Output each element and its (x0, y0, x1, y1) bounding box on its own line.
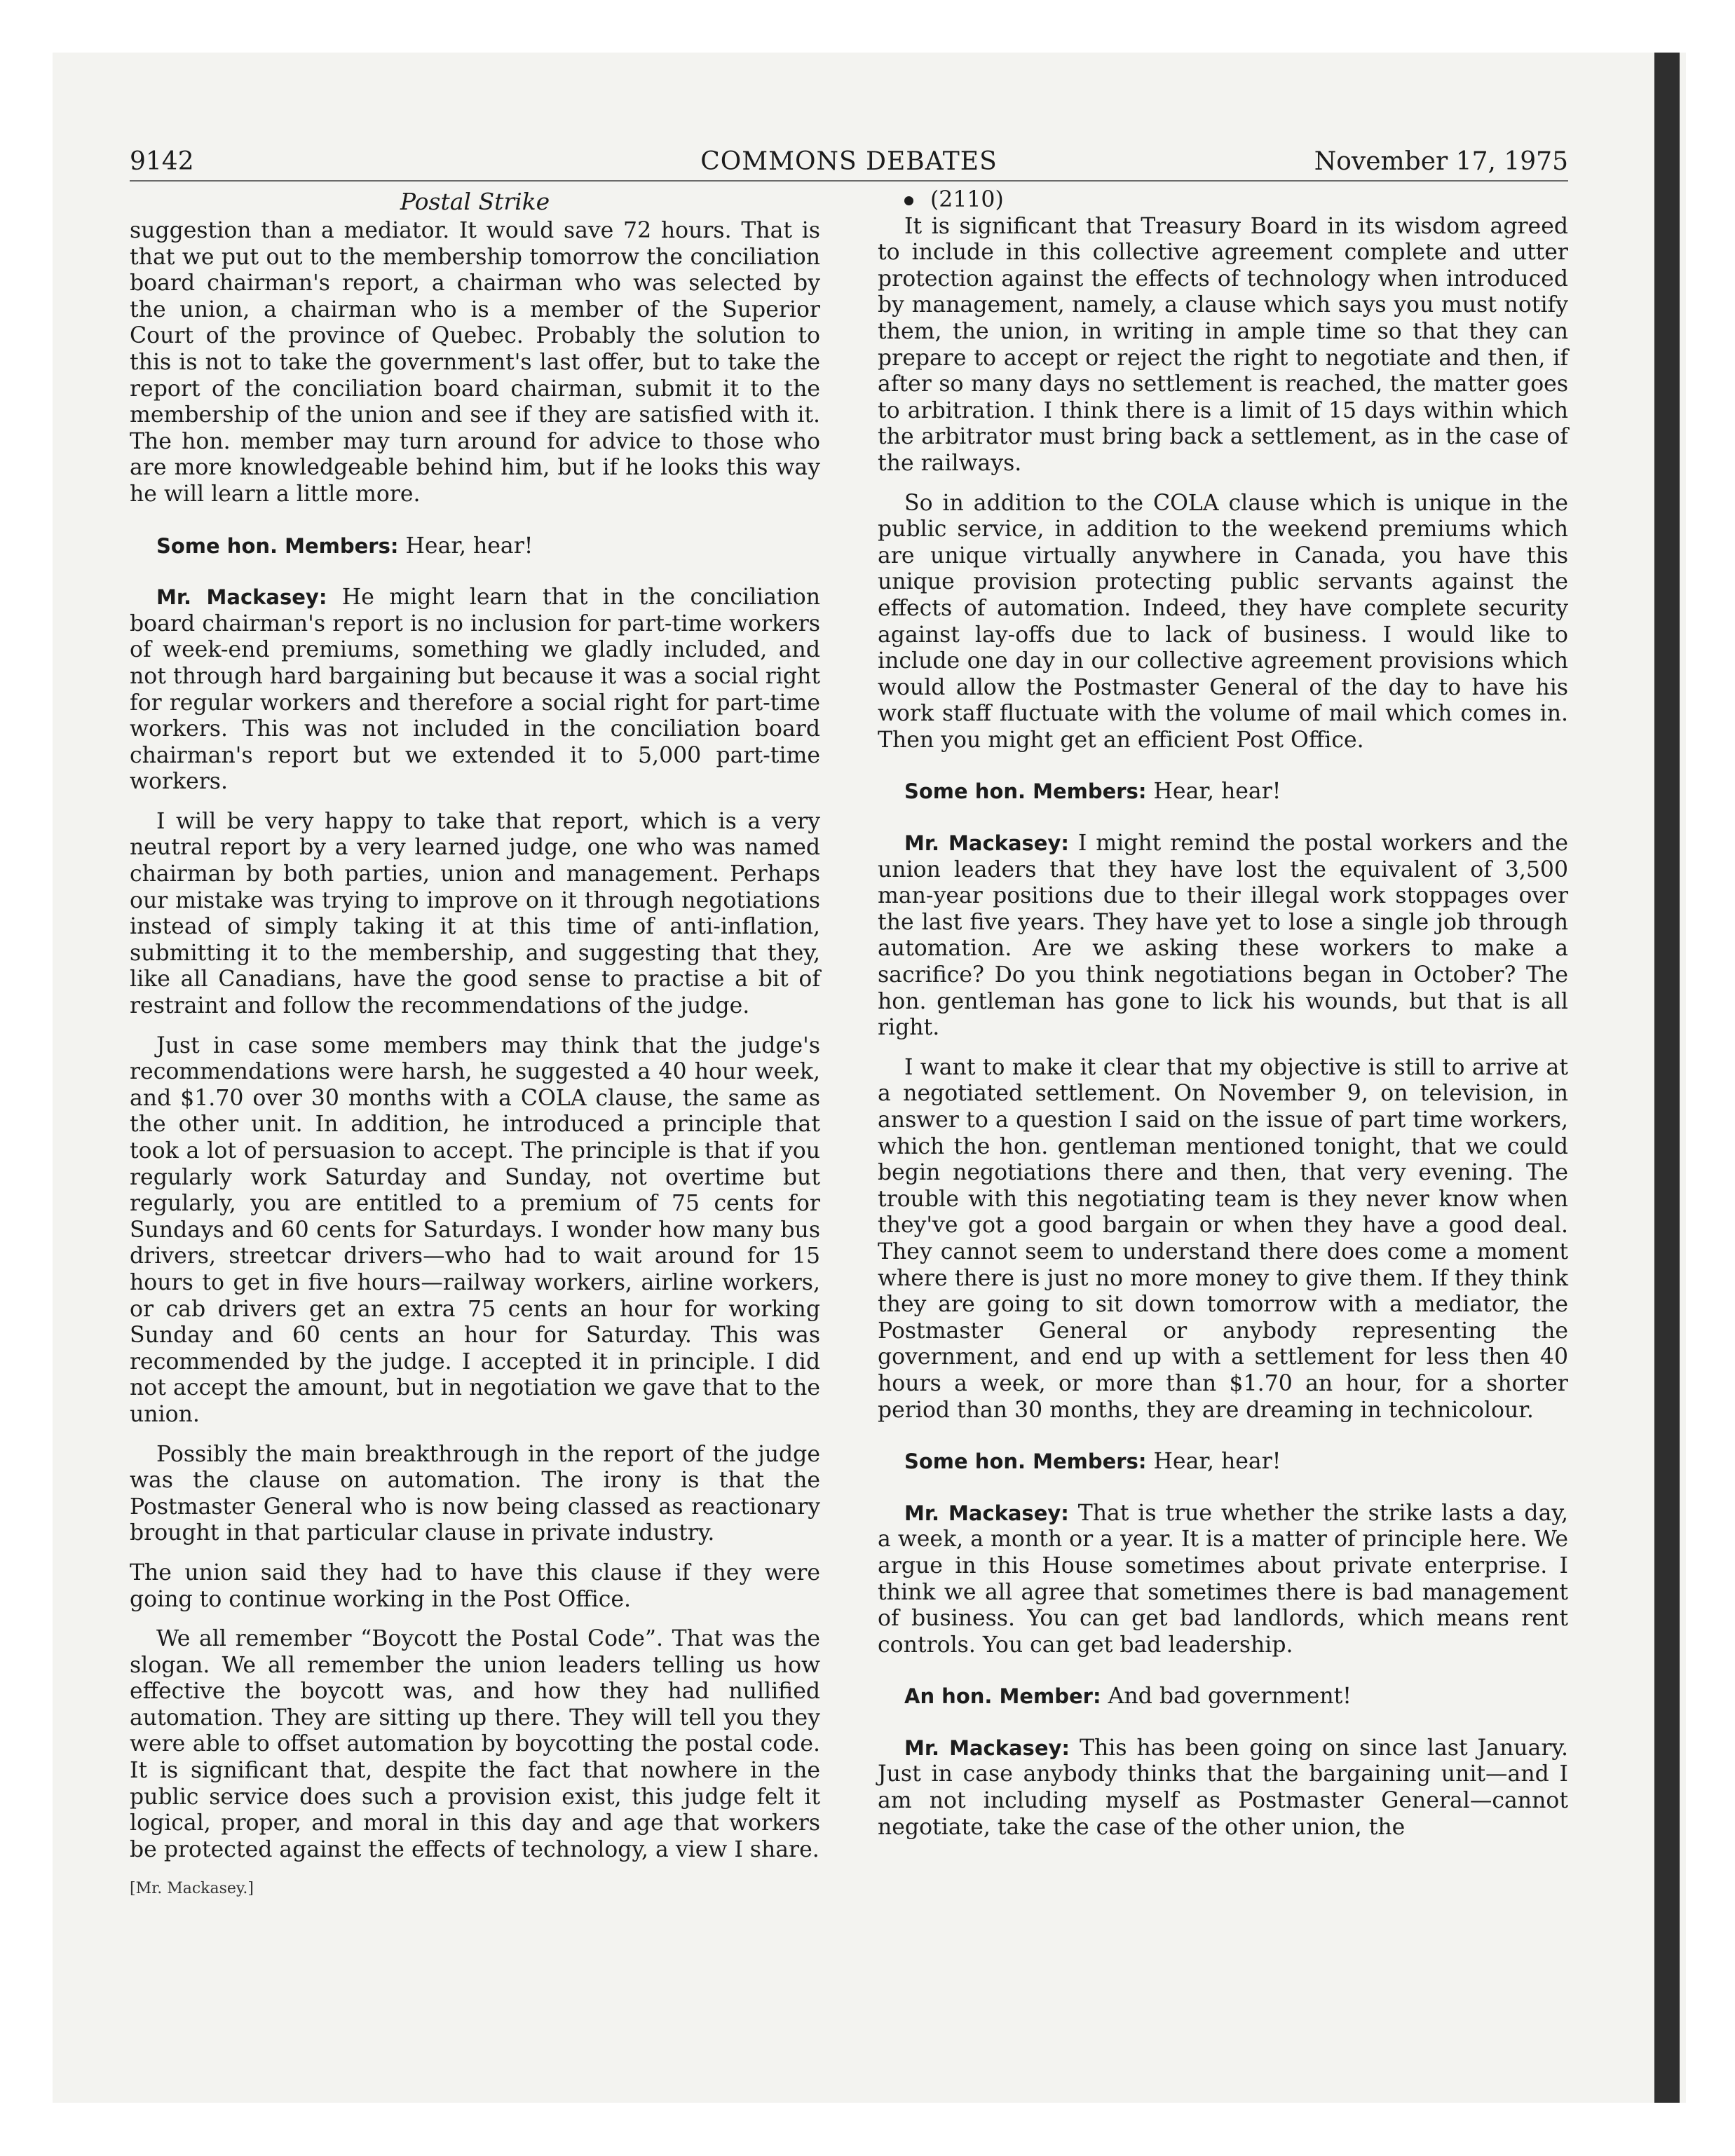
binding-shadow (1654, 53, 1680, 2103)
interjection (878, 1449, 1568, 1475)
speech (878, 1501, 1568, 1659)
paragraph: We all remember “Boycott the Postal Code”. That was the slogan. We all remember the union leaders telling us how effective the boycott was, and how they had nullified automation. They are sitting up there. They will tell you they were able to offset automation by boycotting the postal code. It is significant that, despite the fact that nowhere in the public service does such a provision exist, this judge felt it logical, proper, and moral in this day and age that workers be protected against the effects of technology, a view I share. (130, 1626, 820, 1862)
speech-text: I might remind the postal workers and the union leaders that they have lost the equivalent of 3,500 man-year positions due to their illegal work stoppages over the last five years. They have yet to lose a single job through automation. Are we asking these workers to make a sacrifice? Do you think negotiations began in October? The hon. gentleman has gone to lick his wounds, but that is all right. (878, 831, 1568, 1041)
interjection (878, 779, 1568, 805)
speech-text: Hear, hear! (398, 533, 533, 559)
speaker-label: Mr. Mackasey: (904, 1501, 1069, 1525)
time-marker (878, 187, 1568, 214)
speech-text: He might learn that in the conciliation board chairman's report is no inclusion for part-time workers of week-end premiums, something we gladly included, and not through hard bargaining but because it was a social right for regular workers and therefore a social right for part-time workers. This was not included in the conciliation board chairman's report but we extended it to 5,000 part-time workers. (130, 585, 820, 795)
topic-heading: Postal Strike (400, 188, 550, 215)
publication-title: COMMONS DEBATES (700, 147, 998, 176)
paragraph: Possibly the main breakthrough in the report of the judge was the clause on automation. The irony is that the Postmaster General who is now being classed as reactionary brought in that particular clause in private industry. (130, 1441, 820, 1546)
speaker-attribution: [Mr. Mackasey.] (130, 1880, 254, 1898)
left-column (130, 187, 820, 1899)
speech-text: That is true whether the strike lasts a day, a week, a month or a year. It is a matter of principle here. We argue in this House sometimes about private enterprise. I think we all agree that sometimes there is bad management of business. You can get bad landlords, which means rent controls. You can get bad leadership. (878, 1500, 1568, 1658)
running-head (130, 144, 1568, 182)
speaker-label: Some hon. Members: (156, 533, 399, 558)
speaker-label: Mr. Mackasey: (904, 831, 1069, 856)
speech-text: This has been going on since last January. Just in case anybody thinks that the bargaining unit—and I am not including myself as Postmaster General—cannot negotiate, take the case of the other union, the (878, 1735, 1569, 1840)
page-number: 9142 (130, 147, 194, 176)
speaker-label: Some hon. Members: (904, 779, 1147, 804)
bullet-icon (904, 196, 913, 205)
sitting-date: November 17, 1975 (1314, 147, 1568, 176)
speaker-label: Mr. Mackasey: (156, 585, 327, 610)
paragraph: suggestion than a mediator. It would save 72 hours. That is that we put out to the membership tomorrow the conciliation board chairman's report, a chairman who was selected by the union, a chairman who is a member of the Superior Court of the province of Quebec. Probably the solution to this is not to take the government's last offer, but to take the report of the conciliation board chairman, submit it to the membership of the union and see if they are satisfied with it. The hon. member may turn around for advice to those who are more knowledgeable behind him, but if he looks this way he will learn a little more. (130, 218, 820, 507)
paragraph: The union said they had to have this clause if they were going to continue working in the Post Office. (130, 1560, 820, 1612)
interjection (130, 533, 820, 560)
interjection (878, 1684, 1568, 1710)
speech (878, 831, 1568, 1042)
speech-text: And bad government! (1101, 1684, 1352, 1710)
paragraph: Just in case some members may think that the judge's recommendations were harsh, he suggested a 40 hour week, and $1.70 over 30 months with a COLA clause, the same as the other unit. In addition, he introduced a principle that took a lot of persuasion to accept. The principle is that if you regularly work Saturday and Sunday, not overtime but regularly, you are entitled to a premium of 75 cents for Sundays and 60 cents for Saturdays. I wonder how many bus drivers, streetcar drivers—who had to wait around for 15 hours to get in five hours—railway workers, airline workers, or cab drivers get an extra 75 cents an hour for working Sunday and 60 cents an hour for Saturday. This was recommended by the judge. I accepted it in principle. I did not accept the amount, but in negotiation we gave that to the union. (130, 1032, 820, 1427)
right-column (878, 187, 1568, 1841)
hansard-page (130, 144, 1569, 1898)
speech (878, 1735, 1568, 1841)
paragraph: I want to make it clear that my objective is still to arrive at a negotiated settlement. On November 9, on television, in answer to a question I said on the issue of part time workers, which the hon. gentleman mentioned tonight, that we could begin negotiations there and then, that very evening. The trouble with this negotiating team is they never know when they've got a good bargain or when they have a good deal. They cannot seem to understand there does come a moment where there is just no more money to give them. If they think they are going to sit down tomorrow with a mediator, the Postmaster General or anybody representing the government, and end up with a settlement for less then 40 hours a week, or more than $1.70 an hour, for a shorter period than 30 months, they are dreaming in technicolour. (878, 1054, 1568, 1423)
time-marker-text: (2110) (930, 187, 1004, 212)
speaker-label: Some hon. Members: (904, 1449, 1147, 1474)
speaker-label: Mr. Mackasey: (904, 1735, 1070, 1760)
speaker-label: An hon. Member: (904, 1684, 1101, 1709)
speech-text: Hear, hear! (1146, 1449, 1281, 1475)
paragraph: So in addition to the COLA clause which is unique in the public service, in addition to the weekend premiums which are unique virtually anywhere in Canada, you have this unique provision protecting public servants against the effects of automation. Indeed, they have complete security against lay-offs due to lack of business. I would like to include one day in our collective agreement provisions which would allow the Postmaster General of the day to have his work staff fluctuate with the volume of mail which comes in. Then you might get an efficient Post Office. (878, 490, 1568, 753)
speech-text: Hear, hear! (1146, 779, 1281, 805)
speech (130, 585, 820, 796)
paragraph: I will be very happy to take that report, which is a very neutral report by a very learned judge, one who was named chairman by both parties, union and management. Perhaps our mistake was trying to improve on it through negotiations instead of simply taking it at this time of anti-inflation, submitting it to the membership, and suggesting that they, like all Canadians, have the good sense to practise a bit of restraint and follow the recommendations of the judge. (130, 808, 820, 1019)
paragraph: It is significant that Treasury Board in its wisdom agreed to include in this collective agreement complete and utter protection against the effects of technology when introduced by management, namely, a clause which says you must notify them, the union, in writing in ample time so that they can prepare to accept or reject the right to negotiate and then, if after so many days no settlement is reached, the matter goes to arbitration. I think there is a limit of 15 days within which the arbitrator must bring back a settlement, as in the case of the railways. (878, 213, 1568, 476)
